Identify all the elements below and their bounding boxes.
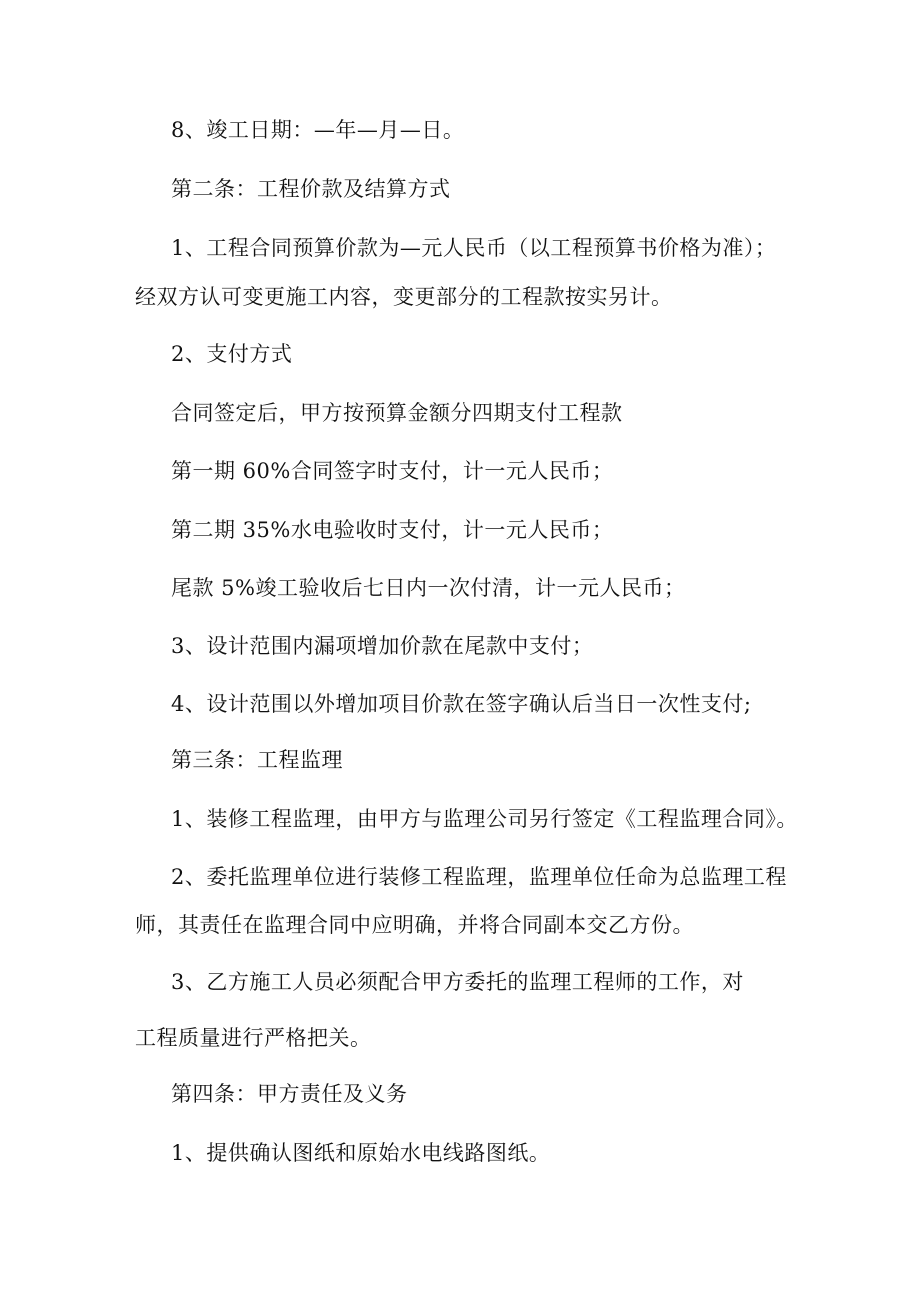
article-3-heading: 第三条：工程监理 — [171, 748, 343, 772]
article-4-heading: 第四条：甲方责任及义务 — [171, 1082, 408, 1106]
clause-2-4: 4、设计范围以外增加项目价款在签字确认后当日一次性支付; — [171, 692, 752, 716]
payment-intro: 合同签定后，甲方按预算金额分四期支付工程款 — [171, 401, 623, 425]
article-2-heading: 第二条：工程价款及结算方式 — [171, 177, 451, 201]
clause-3-3-line-2: 工程质量进行严格把关。 — [135, 1026, 372, 1050]
clause-4-1: 1、提供确认图纸和原始水电线路图纸。 — [171, 1141, 551, 1165]
clause-3-1: 1、装修工程监理，由甲方与监理公司另行签定《工程监理合同》。 — [171, 807, 798, 831]
clause-3-2-line-1: 2、委托监理单位进行装修工程监理，监理单位任命为总监理工程 — [171, 865, 787, 889]
clause-2-3: 3、设计范围内漏项增加价款在尾款中支付； — [171, 634, 594, 658]
clause-3-2-line-2: 师，其责任在监理合同中应明确，并将合同副本交乙方份。 — [135, 913, 694, 937]
clause-completion-date: 8、竣工日期：—年—月—日。 — [171, 118, 465, 142]
payment-phase-2: 第二期 35%水电验收时支付，计一元人民币； — [171, 518, 614, 542]
clause-3-3-line-1: 3、乙方施工人员必须配合甲方委托的监理工程师的工作，对 — [171, 970, 744, 994]
clause-2-2: 2、支付方式 — [171, 342, 293, 366]
payment-phase-1: 第一期 60%合同签字时支付，计一元人民币； — [171, 459, 614, 483]
payment-final: 尾款 5%竣工验收后七日内一次付清，计一元人民币； — [171, 576, 686, 600]
clause-2-1-line-1: 1、工程合同预算价款为—元人民币（以工程预算书价格为准）； — [171, 236, 777, 260]
clause-2-1-line-2: 经双方认可变更施工内容，变更部分的工程款按实另计。 — [135, 285, 673, 309]
